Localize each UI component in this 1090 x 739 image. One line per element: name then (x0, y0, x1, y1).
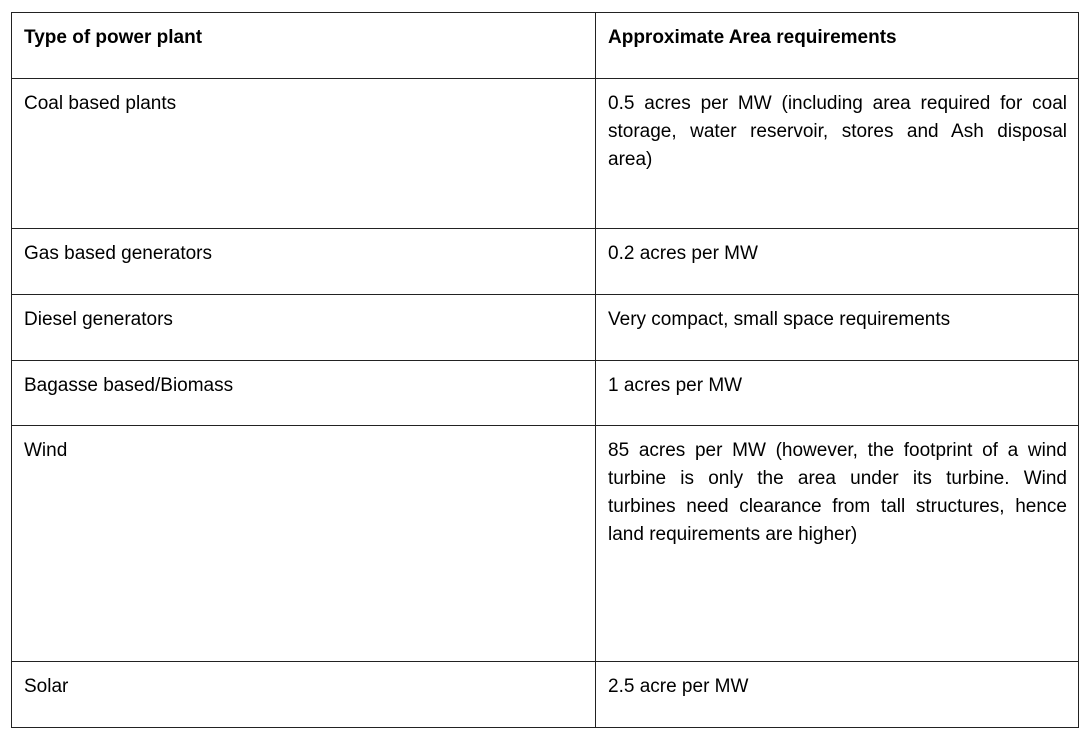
power-plant-area-table (11, 12, 1079, 728)
table-row (12, 662, 1079, 728)
table-row (12, 361, 1079, 426)
table-row (12, 295, 1079, 361)
cell-plant-type: Diesel generators (12, 295, 596, 361)
header-approximate-area: Approximate Area requirements (596, 13, 1079, 79)
cell-plant-type: Solar (12, 662, 596, 728)
cell-area-requirement: 2.5 acre per MW (596, 662, 1079, 728)
table-header-row (12, 13, 1079, 79)
table-row (12, 426, 1079, 662)
cell-plant-type: Coal based plants (12, 79, 596, 229)
cell-area-requirement: 85 acres per MW (however, the footprint of a wind turbine is only the area under its turbine. Wind turbines need clearance from tall structures, hence land requirements are higher) (596, 426, 1079, 662)
cell-plant-type: Wind (12, 426, 596, 662)
cell-plant-type: Bagasse based/Biomass (12, 361, 596, 426)
header-type-of-power-plant: Type of power plant (12, 13, 596, 79)
table-row (12, 79, 1079, 229)
table-row (12, 229, 1079, 295)
cell-plant-type: Gas based generators (12, 229, 596, 295)
cell-area-requirement: Very compact, small space requirements (596, 295, 1079, 361)
cell-area-requirement: 0.2 acres per MW (596, 229, 1079, 295)
cell-area-requirement: 1 acres per MW (596, 361, 1079, 426)
cell-area-requirement: 0.5 acres per MW (including area required for coal storage, water reservoir, stores and Ash disposal area) (596, 79, 1079, 229)
